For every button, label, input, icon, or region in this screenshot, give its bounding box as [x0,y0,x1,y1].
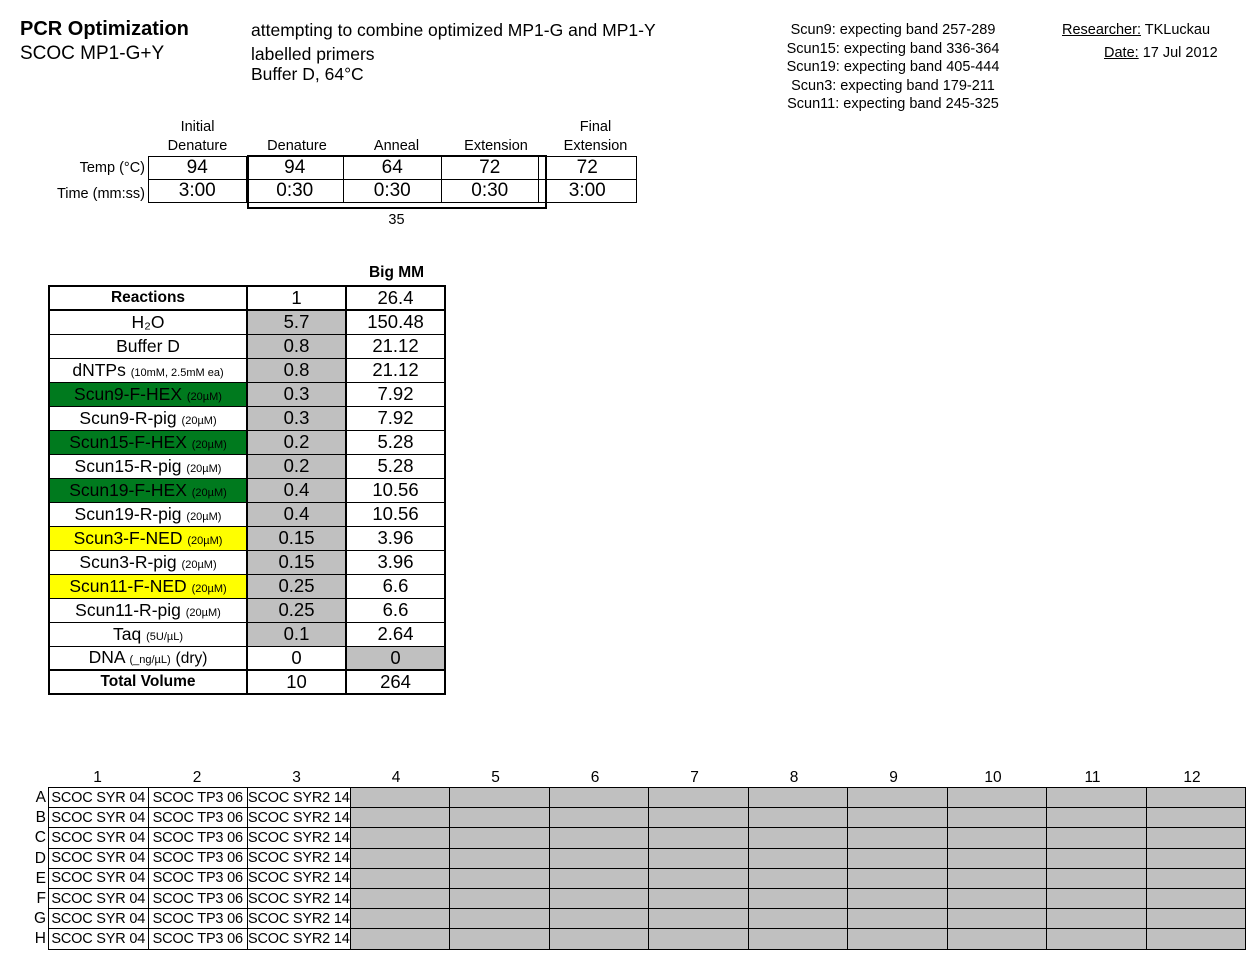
plate-row [49,868,1246,888]
plate-well-empty[interactable] [1047,808,1147,828]
plate-well-empty[interactable] [1047,848,1147,868]
date-label: Date: [1104,45,1139,61]
step-header-line: Denature [267,137,327,154]
reagent-label: Scun11-F-NED [69,575,187,596]
plate-well-empty[interactable] [1146,929,1246,949]
plate-column-label: 6 [590,769,600,786]
band-line: Scun19: expecting band 405-444 [786,59,1000,75]
plate-well-empty[interactable] [848,788,948,808]
plate-well-empty[interactable] [450,788,550,808]
plate-well-empty[interactable] [947,788,1047,808]
reagent-label: Scun15-R-pig [74,455,182,476]
table-row [49,358,445,382]
time-row [149,180,637,203]
cycle-count: 35 [388,212,405,228]
plate-well-empty[interactable] [947,848,1047,868]
page-title: PCR Optimization [20,18,189,40]
reagent-suffix: (dry) [175,650,208,668]
plate-well-empty[interactable] [450,828,550,848]
plate-well-empty[interactable] [848,929,948,949]
plate-well-empty[interactable] [350,848,450,868]
plate-row [49,808,1246,828]
single-volume: 0.25 [247,598,346,622]
table-row [49,670,445,694]
reagent-label: Scun11-R-pig [75,599,181,620]
plate-well[interactable]: SCOC SYR 04 [49,788,149,808]
mastermix-table [48,285,446,695]
reagent-label: Scun3-F-NED [73,527,183,548]
reagent-note: (20µM) [187,534,223,547]
reagent-note: (20µM) [186,390,222,403]
plate-well-empty[interactable] [350,788,450,808]
reagent-label: Scun19-R-pig [74,503,182,524]
plate-well-empty[interactable] [748,929,848,949]
total-single: 10 [247,670,346,694]
reagent-label: Taq [113,623,142,644]
plate-well-empty[interactable] [848,808,948,828]
plate-column-label: 1 [93,769,102,786]
plate-well-empty[interactable] [649,909,749,929]
reagent-note: (20µM) [181,558,217,571]
single-volume: 0.4 [247,478,346,502]
big-volume: 21.12 [346,334,445,358]
reagent-name [49,334,247,358]
plate-row-label: F [36,890,46,907]
plate-well-empty[interactable] [748,888,848,908]
reagent-label: Scun9-R-pig [79,407,177,428]
time-cell: 0:30 [344,180,442,203]
plate-well-empty[interactable] [1047,788,1147,808]
plate-well-empty[interactable] [649,788,749,808]
table-row [49,478,445,502]
reagent-name [49,598,247,622]
plate-well-empty[interactable] [649,808,749,828]
reagent-label: dNTPs [72,359,126,380]
time-cell: 0:30 [441,180,539,203]
single-volume: 5.7 [247,310,346,334]
single-volume: 0.8 [247,358,346,382]
single-volume: 0.15 [247,550,346,574]
step-header-line [248,118,347,137]
big-volume: 7.92 [346,406,445,430]
plate-column-label: 9 [889,769,898,786]
single-volume: 0 [247,646,346,670]
researcher-label: Researcher: [1062,22,1141,38]
description-line: attempting to combine optimized MP1-G and MP1-Y [251,20,656,40]
band-line: Scun9: expecting band 257-289 [790,22,996,38]
table-row [49,646,445,670]
plate-column-label: 7 [690,769,699,786]
plate-column-label: 10 [984,769,1002,786]
table-row [49,550,445,574]
reagent-name [49,526,247,550]
temp-row [149,157,637,180]
plate-well[interactable]: SCOC SYR 04 [49,828,149,848]
reagent-name [49,478,247,502]
temp-cell: 72 [441,157,539,180]
plate-well-empty[interactable] [549,929,649,949]
plate-well-empty[interactable] [549,808,649,828]
step-header-line: Final [579,119,612,135]
date-value: 17 Jul 2012 [1142,45,1218,61]
plate-well[interactable]: SCOC SYR 04 [49,808,149,828]
plate-well-empty[interactable] [1146,888,1246,908]
single-volume: 0.1 [247,622,346,646]
big-volume: 5.28 [346,454,445,478]
step-header [148,118,247,155]
step-header-line: Initial [180,119,215,135]
plate-column-label: 3 [292,769,301,786]
reagent-label: Scun19-F-HEX [69,479,187,500]
plate-well[interactable]: SCOC SYR2 14 [248,929,351,949]
plate-well[interactable]: SCOC SYR2 14 [248,828,351,848]
big-mm-label: Big MM [368,264,425,281]
thermocycler-table [148,156,637,203]
reagent-note: (_ng/µL) [129,654,171,667]
reagent-label: Scun15-F-HEX [69,431,187,452]
step-header [248,118,347,155]
plate-row [49,909,1246,929]
plate-well-empty[interactable] [1146,909,1246,929]
temp-cell: 94 [149,157,247,180]
plate-well-empty[interactable] [1047,929,1147,949]
big-volume: 3.96 [346,550,445,574]
researcher-info [1040,19,1220,65]
table-row [49,406,445,430]
plate-row [49,788,1246,808]
plate-well-empty[interactable] [350,929,450,949]
single-volume: 0.3 [247,382,346,406]
band-line: Scun15: expecting band 336-364 [786,40,1000,57]
plate-well-empty[interactable] [649,888,749,908]
plate-well-empty[interactable] [848,868,948,888]
reagent-label: Scun9-F-HEX [74,383,182,404]
plate-well[interactable]: SCOC SYR 04 [49,929,149,949]
step-header-line [347,118,446,137]
plate-well[interactable]: SCOC TP3 06 [148,888,248,908]
plate-well[interactable]: SCOC TP3 06 [148,808,248,828]
plate-well[interactable]: SCOC SYR2 14 [248,808,351,828]
time-cell: 3:00 [149,180,247,203]
plate-well-empty[interactable] [947,828,1047,848]
plate-well[interactable]: SCOC SYR 04 [49,868,149,888]
plate-well-empty[interactable] [549,868,649,888]
plate-row-label: H [34,930,46,948]
plate-row-label: D [34,849,46,867]
plate-row [49,828,1246,848]
reagent-note: (20µM) [186,510,222,523]
plate-well-empty[interactable] [1146,808,1246,828]
total-label: Total Volume [49,670,247,694]
big-volume: 7.92 [346,382,445,406]
reagent-note: (20µM) [185,606,221,619]
reagent-name [49,550,247,574]
plate-well-empty[interactable] [549,848,649,868]
plate-row-label: G [33,910,46,928]
plate-well[interactable]: SCOC SYR2 14 [248,868,351,888]
reagent-name [49,622,247,646]
band-line: Scun11: expecting band 245-325 [787,96,999,112]
reagent-name [49,382,247,406]
plate-well-empty[interactable] [1146,788,1246,808]
description [251,18,656,86]
plate-well-empty[interactable] [450,909,550,929]
big-volume: 5.28 [346,430,445,454]
plate-well[interactable]: SCOC TP3 06 [148,828,248,848]
single-volume: 0.2 [247,430,346,454]
reagent-note: (20µM) [191,582,227,595]
reactions-label: Reactions [49,286,247,310]
plate-well[interactable]: SCOC TP3 06 [148,848,248,868]
table-row [49,502,445,526]
plate-row-label: A [35,789,46,806]
big-volume: 2.64 [346,622,445,646]
reagent-name [49,310,247,334]
plate-well-empty[interactable] [1146,828,1246,848]
expected-bands [763,21,1023,114]
plate-well-empty[interactable] [450,808,550,828]
temp-cell: 64 [344,157,442,180]
plate-well-empty[interactable] [848,848,948,868]
plate-well-empty[interactable] [450,868,550,888]
plate-well[interactable]: SCOC SYR2 14 [248,909,351,929]
plate-column-label: 12 [1183,769,1201,786]
plate-well-empty[interactable] [947,929,1047,949]
plate-well-empty[interactable] [450,888,550,908]
description-line: labelled primers [251,44,375,64]
plate-column-label: 8 [789,769,799,786]
reagent-label: Buffer D [116,335,180,356]
plate-well-empty[interactable] [748,788,848,808]
plate-well-empty[interactable] [1047,868,1147,888]
reagent-name [49,646,247,670]
plate-well-empty[interactable] [649,929,749,949]
plate-column-label: 2 [192,769,202,786]
reagent-name [49,358,247,382]
single-volume: 0.2 [247,454,346,478]
reagent-note: (20µM) [191,438,227,451]
plate-well-empty[interactable] [748,868,848,888]
plate-well-empty[interactable] [748,808,848,828]
big-volume: 0 [346,646,445,670]
step-header [546,118,645,155]
table-row [49,622,445,646]
plate-well-empty[interactable] [1146,868,1246,888]
reagent-label: Scun3-R-pig [79,551,177,572]
step-header [347,118,446,155]
step-header-line: Anneal [373,137,420,154]
reagent-note: (20µM) [181,414,217,427]
big-volume: 10.56 [346,502,445,526]
table-row [49,310,445,334]
plate-well-empty[interactable] [748,848,848,868]
reactions-single: 1 [247,286,346,310]
plate-row-label: B [35,809,46,827]
big-volume: 6.6 [346,598,445,622]
plate-well-empty[interactable] [350,868,450,888]
table-row [49,286,445,310]
plate-column-label: 11 [1084,769,1101,786]
single-volume: 0.4 [247,502,346,526]
table-row [49,334,445,358]
plate-well-empty[interactable] [1047,909,1147,929]
plate-well-empty[interactable] [450,848,550,868]
single-volume: 0.8 [247,334,346,358]
reagent-note: (20µM) [191,486,227,499]
reagent-note: (5U/µL) [146,630,183,643]
plate-well[interactable]: SCOC TP3 06 [148,929,248,949]
plate-well-empty[interactable] [350,808,450,828]
reagent-label: H₂O [131,311,165,332]
plate-well[interactable]: SCOC SYR2 14 [248,788,351,808]
plate-well[interactable]: SCOC SYR2 14 [248,888,351,908]
temp-label: Temp (°C) [79,160,145,176]
table-row [49,454,445,478]
plate-row [49,848,1246,868]
big-volume: 150.48 [346,310,445,334]
table-row [49,382,445,406]
reagent-name [49,406,247,430]
step-header-line: Extension [464,137,528,154]
plate-well[interactable]: SCOC SYR 04 [49,909,149,929]
plate-column-label: 5 [491,769,500,786]
plate-row [49,929,1246,949]
plate-well-empty[interactable] [1047,828,1147,848]
time-cell: 3:00 [539,180,637,203]
plate-well-empty[interactable] [350,888,450,908]
plate-well-empty[interactable] [450,929,550,949]
plate-well-empty[interactable] [748,909,848,929]
plate-well-empty[interactable] [947,888,1047,908]
plate-well-empty[interactable] [549,828,649,848]
plate-well[interactable]: SCOC TP3 06 [148,788,248,808]
plate-well[interactable]: SCOC SYR2 14 [248,848,351,868]
step-header-line: Denature [167,137,228,154]
plate-well[interactable]: SCOC TP3 06 [148,909,248,929]
single-volume: 0.3 [247,406,346,430]
plate-well-empty[interactable] [649,828,749,848]
table-row [49,526,445,550]
reagent-name [49,430,247,454]
reagent-name [49,502,247,526]
plate-well-empty[interactable] [549,788,649,808]
description-line: Buffer D, 64°C [251,64,364,84]
single-volume: 0.15 [247,526,346,550]
plate-column-label: 4 [391,769,401,786]
table-row [49,574,445,598]
temp-cell: 72 [539,157,637,180]
plate-table [48,787,1246,950]
big-volume: 3.96 [346,526,445,550]
reagent-name [49,454,247,478]
plate-well-empty[interactable] [947,808,1047,828]
plate-row [49,888,1246,908]
plate-well[interactable]: SCOC TP3 06 [148,868,248,888]
temp-cell: 94 [246,157,344,180]
plate-well[interactable]: SCOC SYR 04 [49,848,149,868]
step-header-line: Extension [563,137,628,154]
plate-well-empty[interactable] [848,828,948,848]
plate-well-empty[interactable] [350,909,450,929]
plate-well-empty[interactable] [1047,888,1147,908]
plate-well[interactable]: SCOC SYR 04 [49,888,149,908]
plate-well-empty[interactable] [848,888,948,908]
single-volume: 0.25 [247,574,346,598]
plate-well-empty[interactable] [549,909,649,929]
plate-well-empty[interactable] [748,828,848,848]
reactions-big: 26.4 [346,286,445,310]
time-label: Time (mm:ss) [56,186,145,202]
plate-well-empty[interactable] [649,868,749,888]
plate-well-empty[interactable] [947,909,1047,929]
table-row [49,430,445,454]
step-header-line [447,118,546,137]
time-cell: 0:30 [246,180,344,203]
reagent-label: DNA [88,647,125,668]
plate-well-empty[interactable] [549,888,649,908]
reagent-name [49,574,247,598]
reagent-note: (10mM, 2.5mM ea) [130,366,224,379]
plate-well-empty[interactable] [848,909,948,929]
big-volume: 10.56 [346,478,445,502]
page-subtitle: SCOC MP1-G+Y [20,43,165,64]
reagent-note: (20µM) [186,462,222,475]
plate-row-label: C [34,829,46,847]
step-header [447,118,546,155]
total-big: 264 [346,670,445,694]
big-volume: 21.12 [346,358,445,382]
plate-row-label: E [35,869,46,887]
plate-well-empty[interactable] [649,848,749,868]
researcher-name: TKLuckau [1144,22,1211,38]
plate-well-empty[interactable] [947,868,1047,888]
big-volume: 6.6 [346,574,445,598]
band-line: Scun3: expecting band 179-211 [791,77,995,94]
plate-well-empty[interactable] [1146,848,1246,868]
table-row [49,598,445,622]
plate-well-empty[interactable] [350,828,450,848]
